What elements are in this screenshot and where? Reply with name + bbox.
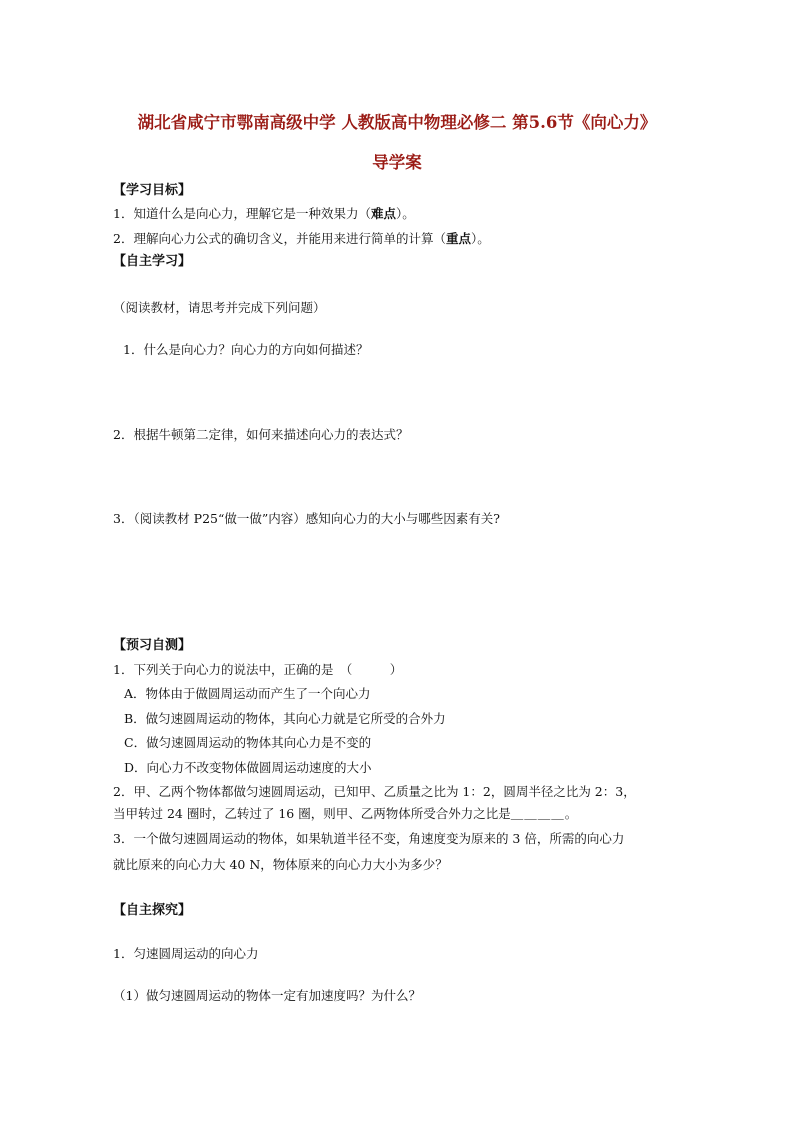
explore-item-1: 1．匀速圆周运动的向心力 xyxy=(113,946,259,961)
self-study-heading: 【自主学习】 xyxy=(113,254,192,269)
objectives-heading: 【学习目标】 xyxy=(113,183,192,198)
option-d: D．向心力不改变物体做圆周运动速度的大小 xyxy=(124,760,372,775)
self-study-question-3: 3．（阅读教材 P25“做一做”内容）感知向心力的大小与哪些因素有关? xyxy=(113,511,500,526)
self-study-intro: （阅读教材，请思考并完成下列问题） xyxy=(113,300,326,315)
objective-item-2 xyxy=(113,231,490,247)
self-study-question-2: 2．根据牛顿第二定律，如何来描述向心力的表达式？ xyxy=(113,427,409,442)
preview-question-2-line-2 xyxy=(113,806,578,822)
preview-question-3-line-1: 3．一个做匀速圆周运动的物体，如果轨道半径不变，角速度变为原来的 3 倍，所需的向心力 xyxy=(113,831,625,846)
objective-1-emphasis: 难点 xyxy=(370,206,396,221)
option-a: A．物体由于做圆周运动而产生了一个向心力 xyxy=(124,686,371,701)
objective-1-suffix: ）。 xyxy=(395,206,415,221)
preview-question-2-line-1: 2．甲、乙两个物体都做匀速圆周运动，已知甲、乙质量之比为 1：2，圆周半径之比为 2：3， xyxy=(113,784,636,799)
title-line-2: 导学案 xyxy=(372,153,422,172)
explore-heading: 【自主探究】 xyxy=(113,903,192,918)
option-c: C．做匀速圆周运动的物体其向心力是不变的 xyxy=(124,735,372,750)
preview-question-3-line-2: 就比原来的向心力大 40 N，物体原来的向心力大小为多少？ xyxy=(113,857,448,872)
objective-2-suffix: ）。 xyxy=(470,231,490,246)
answer-blank: ＿＿＿＿。 xyxy=(510,806,579,821)
self-study-question-1: 1．什么是向心力？向心力的方向如何描述？ xyxy=(123,342,369,357)
preview-question-2-text: 当甲转过 24 圈时，乙转过了 16 圈，则甲、乙两物体所受合外力之比是 xyxy=(113,806,511,821)
objective-2-text: 2．理解向心力公式的确切含义，并能用来进行简单的计算（ xyxy=(113,231,446,246)
explore-subquestion-1: （1）做匀速圆周运动的物体一定有加速度吗？为什么？ xyxy=(113,988,421,1003)
objective-2-emphasis: 重点 xyxy=(445,231,471,246)
preview-question-1: 1．下列关于向心力的说法中，正确的是 （ ） xyxy=(113,662,403,677)
title-line-1: 湖北省咸宁市鄂南高级中学 人教版高中物理必修二 第5.6节《向心力》 xyxy=(137,113,657,132)
objective-1-text: 1．知道什么是向心力，理解它是一种效果力（ xyxy=(113,206,371,221)
option-b: B．做匀速圆周运动的物体，其向心力就是它所受的合外力 xyxy=(124,711,446,726)
preview-heading: 【预习自测】 xyxy=(113,638,192,653)
objective-item-1 xyxy=(113,206,415,222)
